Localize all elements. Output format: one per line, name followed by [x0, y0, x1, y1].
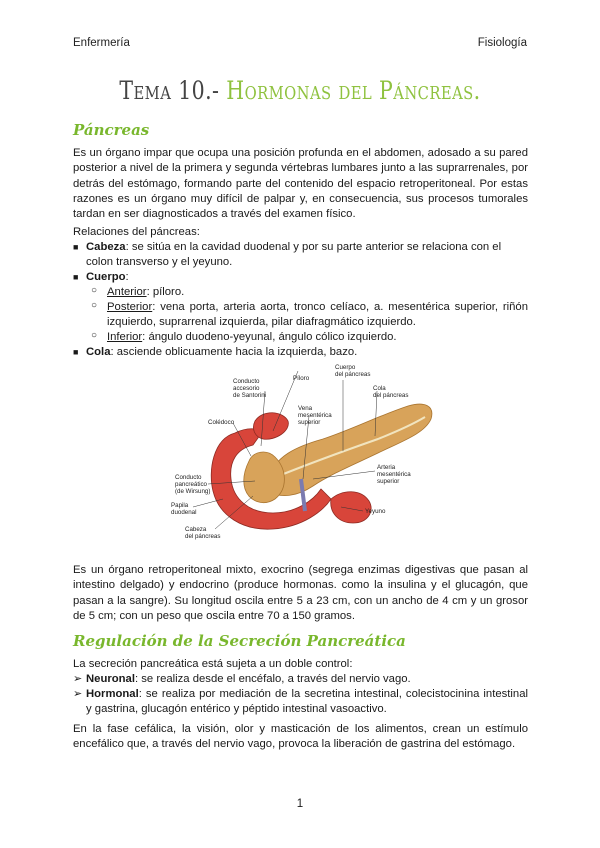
label-cond-panc2: pancreático	[175, 481, 207, 488]
label-cond-panc3: (de Wirsung)	[175, 488, 211, 495]
label-piloro: Píloro	[293, 375, 310, 382]
label-vena2: mesentérica	[298, 412, 332, 419]
header-left: Enfermería	[73, 37, 130, 49]
inferior-label: Inferior	[107, 331, 143, 343]
after-figure-paragraph: Es un órgano retroperitoneal mixto, exocrino (segrega enzimas digestivas que pasan al intestino delgado) y endocrino (produce hormonas. como la insulina y el glucagón, que pasan a la sangre). Su longitud oscila entre 5 a 23 cm, con un ancho de 4 cm y un grosor de 5 cm; con un peso que oscila entre 70 a 150 gramos.	[73, 564, 528, 622]
label-arteria2: mesentérica	[377, 471, 411, 478]
relations-title: Relaciones del páncreas:	[73, 226, 200, 238]
bullet-circle-icon: ○	[91, 300, 98, 311]
relation-cola	[86, 345, 357, 360]
hormonal-label: Hormonal	[86, 688, 139, 700]
posterior-label: Posterior	[107, 301, 153, 313]
label-cabeza2: del páncreas	[185, 533, 221, 540]
posterior-text: : vena porta, arteria aorta, tronco celíaco, a. mesentérica superior, riñón izquierdo, suprarrenal izquierda, pilar diafragmático izquierdo.	[107, 301, 528, 329]
cola-label: Cola	[86, 346, 111, 358]
pylorus-shape	[253, 413, 288, 440]
cabeza-text: : se sitúa en la cavidad duodenal y por su parte anterior se relaciona con el colon transverso y el yeyuno.	[86, 241, 502, 269]
label-arteria3: superior	[377, 478, 400, 485]
cuerpo-label: Cuerpo	[86, 271, 126, 283]
label-cond-acc2: accesorio	[233, 385, 260, 392]
page-number: 1	[296, 798, 304, 810]
label-cuerpo: Cuerpo	[335, 364, 356, 371]
cuerpo-colon: :	[125, 271, 129, 283]
bullet-circle-icon: ○	[91, 330, 98, 341]
label-yeyuno: Yeyuno	[365, 508, 386, 515]
arrow-bullet-icon: ➢	[73, 673, 83, 685]
bullet-circle-icon: ○	[91, 285, 98, 296]
control-hormonal	[86, 687, 528, 718]
page-title	[54, 76, 546, 105]
bullet-square-icon: ■	[73, 347, 79, 357]
section-heading-regulacion: Regulación de la Secreción Pancreática	[73, 632, 406, 650]
control-neuronal	[86, 672, 528, 687]
title-part2: Hormonas del Páncreas.	[219, 76, 481, 105]
cola-text: : asciende oblicuamente hacia la izquierda, bazo.	[110, 346, 358, 358]
cuerpo-posterior	[107, 300, 528, 331]
label-cond-acc1: Conducto	[233, 378, 260, 385]
label-papila2: duodenal	[171, 509, 197, 516]
bullet-square-icon: ■	[73, 242, 79, 252]
regulacion-intro: La secreción pancreática está sujeta a un doble control:	[73, 658, 353, 670]
label-cola2: del páncreas	[373, 392, 409, 399]
label-cuerpo2: del páncreas	[335, 371, 371, 378]
title-part1: Tema 10.-	[119, 76, 220, 105]
relation-cabeza	[86, 240, 528, 271]
neuronal-label: Neuronal	[86, 673, 135, 685]
label-vena3: superior	[298, 419, 321, 426]
cuerpo-inferior	[107, 330, 528, 345]
label-vena1: Vena	[298, 405, 313, 412]
neuronal-text: : se realiza desde el encéfalo, a través del nervio vago.	[134, 673, 411, 685]
cabeza-label: Cabeza	[86, 241, 126, 253]
arrow-bullet-icon: ➢	[73, 688, 83, 700]
anterior-text: : píloro.	[146, 286, 185, 298]
pancreas-head-shape	[244, 452, 285, 503]
label-cola: Cola	[373, 385, 386, 392]
label-cond-acc3: de Santorini	[233, 392, 267, 399]
header-right: Fisiología	[477, 37, 527, 49]
relation-cuerpo	[86, 270, 129, 285]
label-arteria1: Arteria	[377, 464, 396, 471]
inferior-text: : ángulo duodeno-yeyunal, ángulo cólico izquierdo.	[142, 331, 397, 343]
fase-cefalica-paragraph: En la fase cefálica, la visión, olor y masticación de los alimentos, crean un estímulo encefálico que, a través del nervio vago, provoca la liberación de gastrina del estómago.	[73, 723, 528, 751]
bullet-square-icon: ■	[73, 272, 79, 282]
label-cabeza1: Cabeza	[185, 526, 207, 533]
pancreas-anatomy-figure	[163, 361, 443, 548]
section-heading-pancreas: Páncreas	[73, 121, 150, 139]
label-papila1: Papila	[171, 502, 189, 509]
cuerpo-anterior	[107, 285, 528, 300]
hormonal-text: : se realiza por mediación de la secretina intestinal, colecistocinina intestinal y gastrina, glucagón entérico y péptido intestinal vasoactivo.	[86, 688, 528, 716]
intro-paragraph: Es un órgano impar que ocupa una posición profunda en el abdomen, adosado a su pared posterior a nivel de la primera y segunda vértebras lumbares junto a las suprarrenales, por detrás del estómago, formando parte del contenido del espacio retroperitoneal. Por estas razones es un órgano muy difícil de palpar y, en consecuencia, sus procesos tumorales tardan en ser diagnosticados a través del examen físico.	[73, 147, 528, 221]
label-coledoco: Colédoco	[208, 419, 235, 426]
label-cond-panc1: Conducto	[175, 474, 202, 481]
anterior-label: Anterior	[107, 286, 147, 298]
